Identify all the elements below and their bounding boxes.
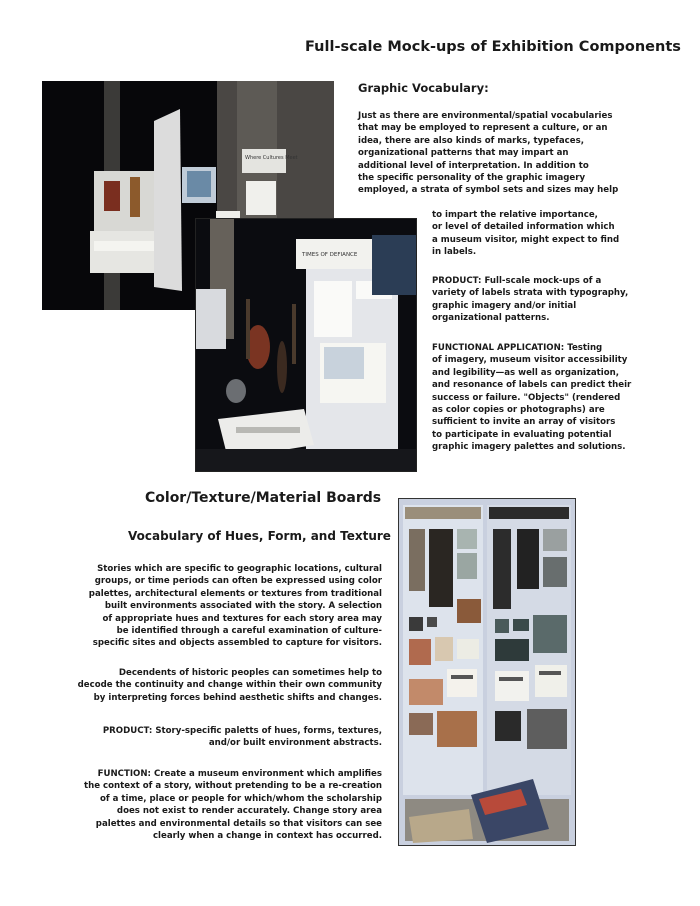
material-boards-photo bbox=[398, 498, 576, 846]
graphic-vocabulary-heading: Graphic Vocabulary: bbox=[358, 81, 489, 95]
mockup-close-sign-text: TIMES OF DEFIANCE bbox=[302, 252, 358, 258]
boards-function-text: FUNCTION: Create a museum environment which amplifies the context of a story, without pretending to be a re-creation of a time, place or people for which/whom the scholarship does not exist to render accurately. Change story area palettes and environmental details so that visitors can see clearly when a change in context has occurred. bbox=[83, 769, 382, 842]
boards-heading: Color/Texture/Material Boards bbox=[145, 490, 382, 506]
boards-product-text: PRODUCT: Story-specific paletts of hues, forms, textures, and/or built environment abstracts. bbox=[102, 726, 382, 749]
graphic-intro-text-continued: to impart the relative importance, or level of detailed information which a museum visitor, might expect to find in labels. bbox=[432, 210, 620, 258]
boards-subheading: Vocabulary of Hues, Form, and Texture bbox=[128, 529, 391, 543]
exhibit-mockup-closeup-photo bbox=[195, 218, 417, 472]
mockup-wide-sign-text: Where Cultures Meet bbox=[245, 155, 298, 161]
boards-decendents-text: Decendents of historic peoples can sometimes help to decode the continuity and change within their own community by interpreting forces behind aesthetic shifts and changes. bbox=[77, 668, 382, 703]
graphic-functional-application-text: FUNCTIONAL APPLICATION: Testing of imagery, museum visitor accessibility and legibility—as well as organization, and resonance of labels can predict their success or failure. "Objects" (rendered as color copies or photographs) are sufficient to invite an array of visitors to participate in evaluating potential graphic imagery palettes and solutions. bbox=[432, 343, 632, 453]
graphic-intro-text: Just as there are environmental/spatial vocabularies that may be employed to represent a culture, or an idea, there are also kinds of marks, typefaces, organizational patterns that may impart an additional level of interpretation. In addition to the specific personality of the graphic imagery employed, a strata of symbol sets and sizes may help bbox=[358, 111, 619, 196]
page-title: Full-scale Mock-ups of Exhibition Components bbox=[305, 39, 681, 55]
graphic-product-text: PRODUCT: Full-scale mock-ups of a variety of labels strata with typography, graphic imagery and/or initial organizational patterns. bbox=[432, 276, 629, 324]
boards-stories-text: Stories which are specific to geographic locations, cultural groups, or time periods can often be expressed using color palettes, architectural elements or textures from traditional built environments associated with the story. A selection of appropriate hues and textures for each story area may be identified through a careful examination of culture- specific sites and objects assembled to capture for visitors. bbox=[88, 564, 382, 649]
